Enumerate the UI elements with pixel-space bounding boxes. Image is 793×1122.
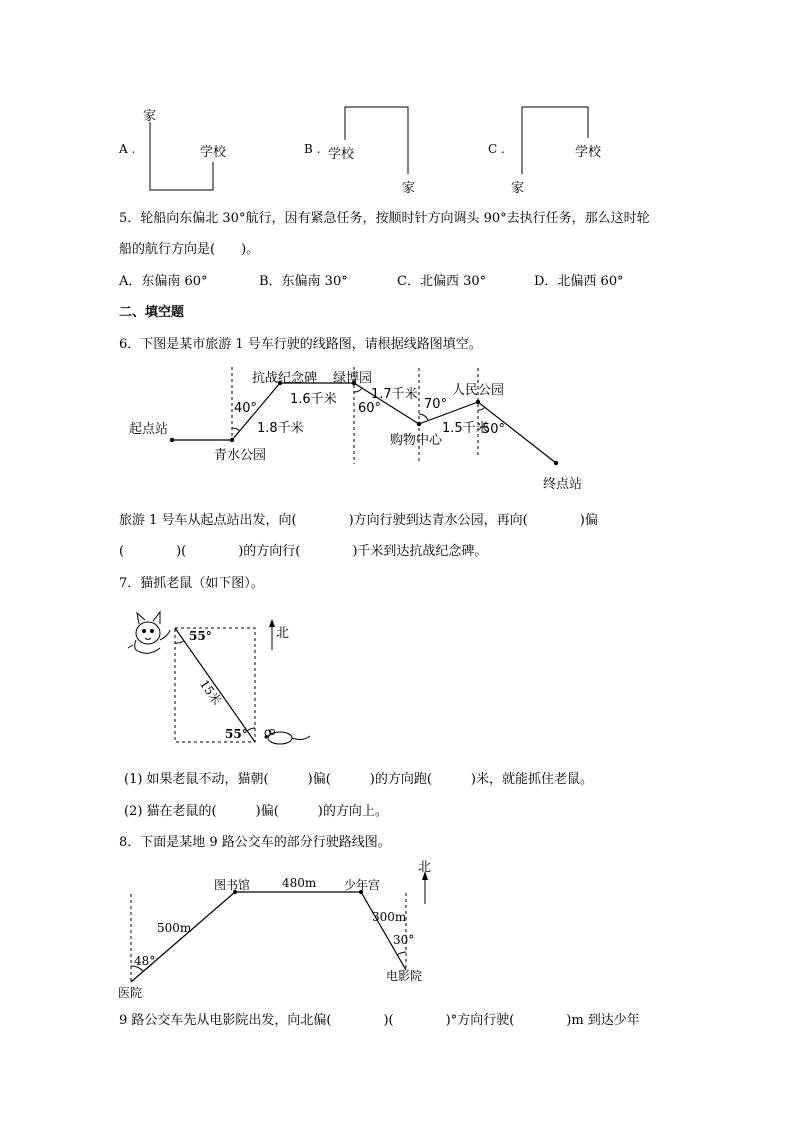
label-lvbo-park: 绿博园 [333,371,373,386]
option-a-letter: A . [119,142,136,156]
label-qingshui-park: 青水公园 [214,448,267,463]
label-north-q8: 北 [418,860,432,875]
q6-stem: 6．下图是某市旅游 1 号车行驶的线路图，请根据线路图填空。 [119,337,482,352]
label-angle-50: 50° [482,422,506,437]
option-b-letter: B . [304,142,321,156]
label-dist-1-5km: 1.5千米 [442,421,489,436]
label-shopping-center: 购物中心 [390,433,443,448]
q7-sub1[interactable]: (1) 如果老鼠不动，猫朝( )偏( )的方向跑( )米，就能抓住老鼠。 [124,772,593,787]
label-cinema: 电影院 [386,969,423,983]
label-angle-60: 60° [358,401,382,416]
q8-stem: 8．下面是某地 9 路公交车的部分行驶路线图。 [119,835,391,850]
label-peoples-park: 人民公园 [452,383,505,398]
option-a-home-label: 家 [143,109,157,124]
q7-sub2[interactable]: (2) 猫在老鼠的( )偏( )的方向上。 [124,804,388,819]
label-library: 图书馆 [214,878,251,892]
q5-option-b[interactable]: B．东偏南 30° [259,274,348,289]
label-angle-55-bottom: 55° [225,727,248,741]
option-b-home-label: 家 [402,181,416,196]
label-angle-30: 30° [393,933,415,947]
label-angle-70: 70° [424,397,448,412]
q5-line2: 船的航行方向是( )。 [119,242,260,257]
label-dist-1-7km: 1.7千米 [371,387,418,402]
label-dist-300m: 300m [372,910,407,924]
q5-option-c[interactable]: C．北偏西 30° [397,274,487,289]
q6-fill-line1[interactable]: 旅游 1 号车从起点站出发，向( )方向行驶到达青水公园，再向( )偏 [119,513,598,528]
label-start-station: 起点站 [129,422,169,437]
option-c-home-label: 家 [511,181,525,196]
option-a-school-label: 学校 [200,145,227,160]
section-title: 二、填空题 [119,305,185,320]
q5-option-a[interactable]: A．东偏南 60° [119,274,208,289]
option-c-school-label: 学校 [575,145,602,160]
label-dist-480m: 480m [282,876,317,890]
label-end-station: 终点站 [543,477,583,492]
option-c-letter: C . [488,142,505,156]
q7-stem: 7．猫抓老鼠（如下图）。 [119,576,264,591]
q8-fill-line1[interactable]: 9 路公交车先从电影院出发，向北偏( )( )°方向行驶( )m 到达少年 [119,1013,640,1028]
label-angle-55-top: 55° [189,629,212,643]
q5-option-d[interactable]: D．北偏西 60° [534,274,624,289]
q5-line1: 5．轮船向东偏北 30°航行，因有紧急任务，按顺时针方向调头 90°去执行任务，那么这时轮 [119,211,650,226]
label-angle-48: 48° [134,954,156,968]
label-youth-palace: 少年宫 [344,878,381,892]
label-dist-1-6km: 1.6千米 [290,392,337,407]
label-dist-1-8km: 1.8千米 [257,421,304,436]
label-memorial: 抗战纪念碑 [252,371,318,386]
label-north: 北 [276,626,290,641]
label-dist-500m: 500m [157,921,192,935]
q6-fill-line2[interactable]: ( )( )的方向行( )千米到达抗战纪念碑。 [119,544,488,559]
label-hospital: 医院 [118,986,143,1000]
label-angle-40: 40° [234,401,258,416]
option-b-school-label: 学校 [328,147,355,162]
label-distance-15m: 15米 [196,677,225,708]
